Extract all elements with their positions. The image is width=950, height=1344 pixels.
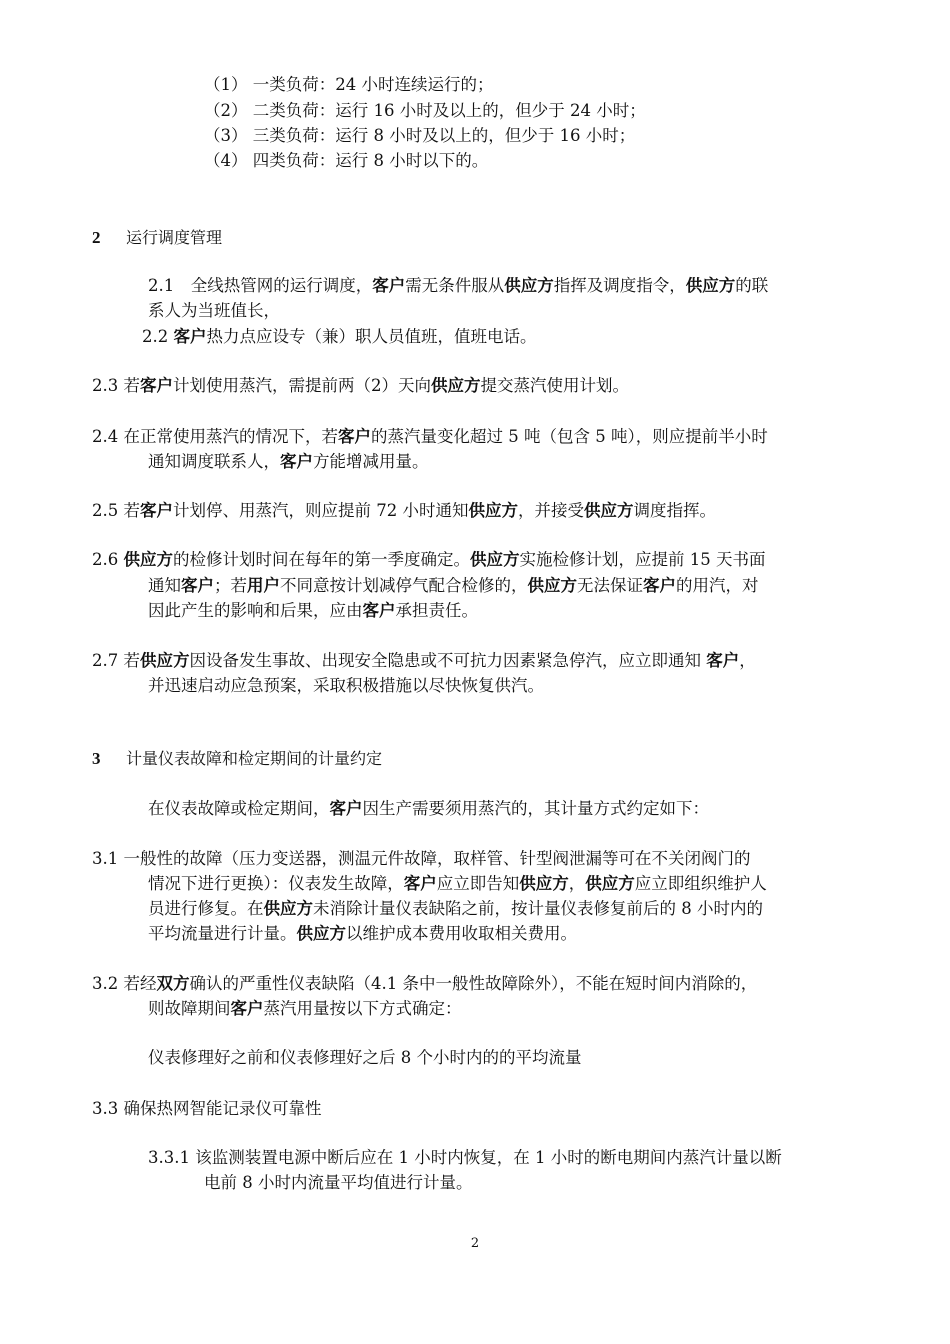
- load-item-2: （2） 二类负荷：运行 16 小时及以上的，但少于 24 小时；: [204, 101, 646, 120]
- clause-2-4-line-1: 2.4 在正常使用蒸汽的情况下，若客户的蒸汽量变化超过 5 吨（包含 5 吨），则应提前半小时: [92, 427, 768, 446]
- load-item-3: （3） 三类负荷：运行 8 小时及以上的，但少于 16 小时；: [204, 126, 636, 145]
- section-title: 计量仪表故障和检定期间的计量约定: [126, 749, 383, 768]
- clause-2-5: 2.5 若客户计划停、用蒸汽，则应提前 72 小时通知供应方，并接受供应方调度指挥。: [92, 501, 716, 520]
- clause-3-1-line-1: 3.1 一般性的故障（压力变送器，测温元件故障，取样管、针型阀泄漏等可在不关闭阀门的: [92, 849, 751, 868]
- clause-3-3-1-line-1: 3.3.1 该监测装置电源中断后应在 1 小时内恢复，在 1 小时的断电期间内蒸汽计量以断: [148, 1148, 782, 1167]
- clause-3-3: 3.3 确保热网智能记录仪可靠性: [92, 1099, 322, 1118]
- clause-2-7-line-2: 并迅速启动应急预案，采取积极措施以尽快恢复供汽。: [148, 676, 544, 695]
- load-item-1: （1） 一类负荷：24 小时连续运行的；: [204, 75, 494, 94]
- clause-2-2: 2.2 客户热力点应设专（兼）职人员值班，值班电话。: [142, 327, 537, 346]
- section-number: 3: [92, 749, 101, 768]
- section-3-heading: [92, 749, 382, 769]
- clause-2-4-line-2: 通知调度联系人，客户方能增减用量。: [148, 452, 429, 471]
- clause-2-1-line-2: 系人为当班值长，: [148, 301, 280, 320]
- clause-3-1-line-4: 平均流量进行计量。供应方以维护成本费用收取相关费用。: [148, 924, 577, 943]
- clause-2-1-line-1: 2.1 全线热管网的运行调度，客户需无条件服从供应方指挥及调度指令，供应方的联: [148, 276, 769, 295]
- clause-3-1-line-2: 情况下进行更换）：仪表发生故障，客户应立即告知供应方，供应方应立即组织维护人: [148, 874, 767, 893]
- page-number: 2: [470, 1236, 480, 1251]
- section-2-heading: [92, 228, 222, 248]
- clause-3-3-1-line-2: 电前 8 小时内流量平均值进行计量。: [204, 1173, 473, 1192]
- clause-3-2-line-1: 3.2 若经双方确认的严重性仪表缺陷（4.1 条中一般性故障除外），不能在短时间内消除的，: [92, 974, 758, 993]
- clause-3-1-line-3: 员进行修复。在供应方未消除计量仪表缺陷之前，按计量仪表修复前后的 8 小时内的: [148, 899, 763, 918]
- clause-2-6-line-2: 通知客户；若用户不同意按计划减停气配合检修的，供应方无法保证客户的用汽，对: [148, 576, 759, 595]
- formula-line: 仪表修理好之前和仪表修理好之后 8 个小时内的的平均流量: [148, 1048, 582, 1067]
- clause-2-6-line-1: 2.6 供应方的检修计划时间在每年的第一季度确定。供应方实施检修计划，应提前 15 天书面: [92, 550, 766, 569]
- section-number: 2: [92, 228, 101, 247]
- clause-3-2-line-2: 则故障期间客户蒸汽用量按以下方式确定：: [148, 999, 462, 1018]
- clause-2-6-line-3: 因此产生的影响和后果，应由客户承担责任。: [148, 601, 478, 620]
- clause-2-7-line-1: 2.7 若供应方因设备发生事故、出现安全隐患或不可抗力因素紧急停汽，应立即通知 客户，: [92, 651, 756, 670]
- section-title: 运行调度管理: [126, 228, 223, 247]
- load-item-4: （4） 四类负荷：运行 8 小时以下的。: [204, 151, 489, 170]
- section-3-intro: 在仪表故障或检定期间，客户因生产需要须用蒸汽的，其计量方式约定如下：: [148, 799, 709, 818]
- clause-2-3: 2.3 若客户计划使用蒸汽，需提前两（2）天向供应方提交蒸汽使用计划。: [92, 376, 629, 395]
